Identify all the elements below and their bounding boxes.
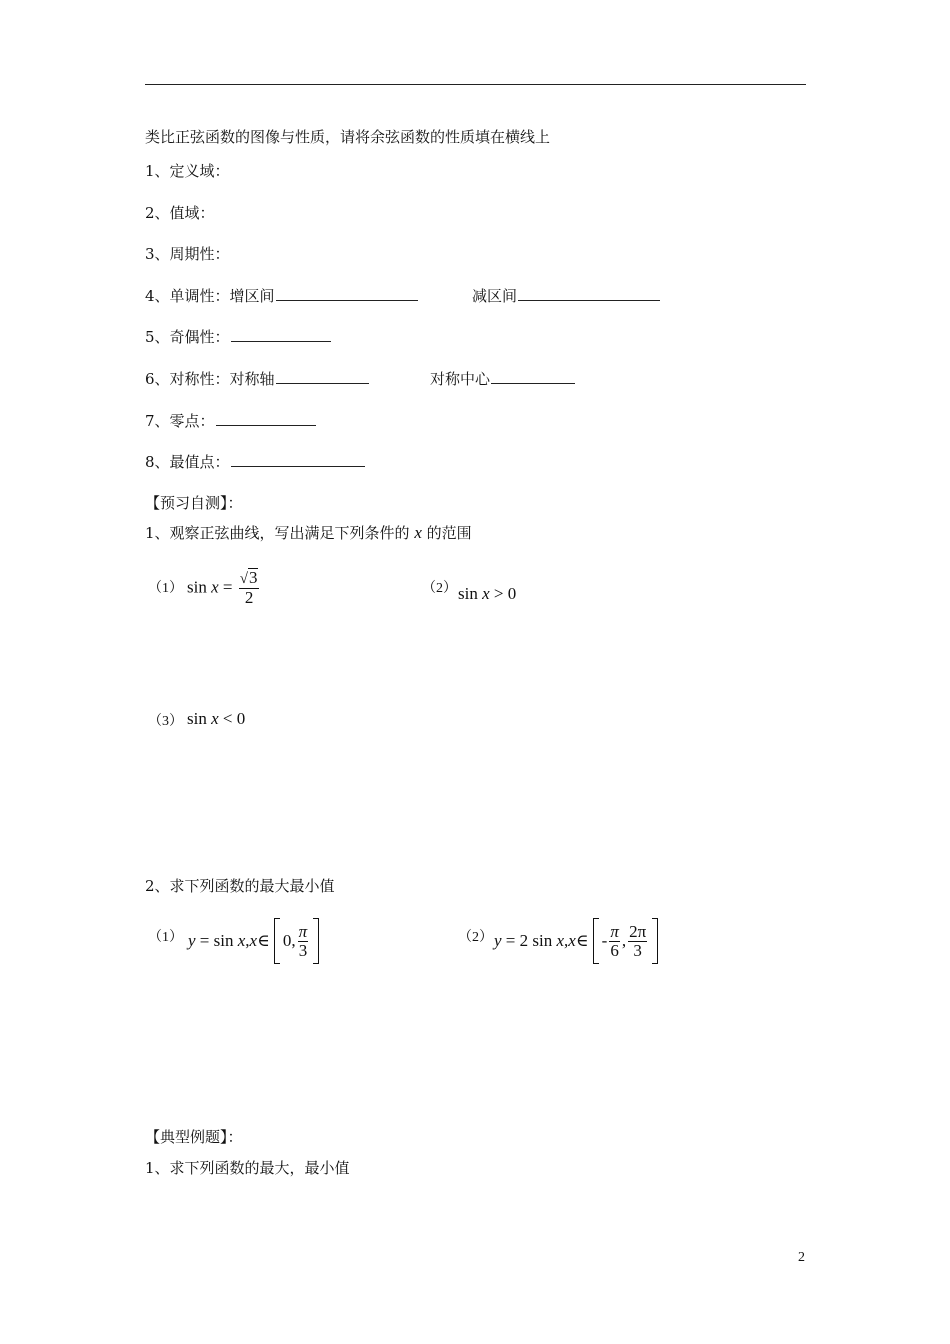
equation-4 [188, 918, 319, 964]
eq4-denominator: 3 [298, 940, 308, 960]
eq5-fraction-2 [628, 923, 647, 960]
eq5-x: x [556, 931, 565, 950]
prop-extrema [145, 452, 365, 472]
preview-q2: 2、求下列函数的最大最小值 [145, 877, 335, 895]
eq5-in: ∈ [575, 931, 589, 950]
eq5-x2: x [568, 931, 576, 950]
sub-label-q2-1: （1） [148, 930, 183, 945]
prop-monotonic [145, 286, 418, 306]
equation-5 [494, 918, 658, 964]
preview-q1-tail: 的范围 [426, 524, 472, 542]
prop-parity [145, 327, 331, 347]
blank-symmetry-center[interactable] [491, 369, 575, 384]
left-bracket-icon [593, 918, 599, 964]
eq5-numerator-2: 2π [629, 921, 647, 941]
prop-zeros [145, 411, 316, 431]
eq1-radicand: 3 [248, 568, 258, 587]
page-number: 2 [798, 1250, 805, 1265]
eq5-sin: sin [532, 931, 553, 950]
prop-period: 3、周期性： [145, 245, 230, 263]
prop-extrema-label: 8、最值点： [145, 453, 230, 471]
eq4-x: x [237, 931, 246, 950]
eq4-zero: 0 [282, 931, 292, 950]
preview-q1 [145, 523, 472, 543]
equation-3 [187, 709, 245, 729]
eq1-sin: sin [187, 577, 207, 597]
eq4-in: ∈ [257, 931, 270, 950]
blank-increase-interval[interactable] [276, 286, 418, 301]
preview-q1-var: x [414, 523, 422, 542]
sub-label-3: （3） [148, 714, 183, 729]
sub-label-1: （1） [148, 581, 183, 596]
eq4-comma: , [245, 931, 250, 950]
eq4-numerator: π [298, 921, 308, 941]
prop-parity-label: 5、奇偶性： [145, 328, 230, 346]
sqrt-icon: √ [239, 571, 248, 587]
eq5-y: y [494, 931, 502, 950]
eq1-numerator [239, 568, 260, 588]
eq2-sin: sin [458, 584, 478, 603]
eq1-equals: = [222, 577, 233, 597]
eq5-comma: , [564, 931, 569, 950]
eq1-fraction [239, 568, 260, 607]
eq3-lt: < [222, 709, 233, 728]
eq1-denominator: 2 [239, 588, 260, 607]
equation-2 [458, 584, 516, 604]
examples-q1: 1、求下列函数的最大，最小值 [145, 1159, 350, 1177]
eq2-x: x [482, 584, 490, 603]
left-bracket-icon [274, 918, 280, 964]
blank-parity[interactable] [231, 327, 331, 342]
eq1-x: x [211, 577, 219, 597]
header-rule [145, 84, 806, 85]
examples-heading: 【典型例题】： [145, 1128, 243, 1146]
preview-heading: 【预习自测】： [145, 494, 243, 512]
eq2-gt: > [493, 584, 504, 603]
blank-extrema[interactable] [231, 452, 365, 467]
blank-symmetry-axis[interactable] [276, 369, 369, 384]
prop-zeros-label: 7、零点： [145, 412, 215, 430]
equation-1 [187, 568, 261, 607]
eq3-x: x [211, 709, 219, 728]
right-bracket-icon [652, 918, 658, 964]
blank-zeros[interactable] [216, 411, 316, 426]
preview-q1-text: 1、观察正弦曲线，写出满足下列条件的 [145, 524, 410, 542]
eq4-equals: = [199, 931, 210, 950]
eq5-denominator-1: 6 [610, 940, 619, 960]
prop-monotonic-label: 4、单调性：增区间 [145, 287, 275, 305]
eq5-coef: 2 [519, 931, 529, 950]
eq5-comma2: , [621, 931, 627, 950]
eq4-comma2: , [291, 931, 296, 950]
sub-label-2: （2） [422, 581, 457, 596]
eq5-denominator-2: 3 [628, 941, 647, 960]
sub-label-q2-2: （2） [458, 930, 493, 945]
eq3-sin: sin [187, 709, 207, 728]
right-bracket-icon [313, 918, 319, 964]
eq5-fraction-1 [609, 923, 620, 960]
eq3-zero: 0 [236, 709, 246, 728]
prop-domain: 1、定义域： [145, 162, 230, 180]
prop-symmetry-center-label: 对称中心 [430, 370, 491, 388]
eq2-zero: 0 [507, 584, 517, 603]
prop-symmetry-center [430, 369, 575, 389]
prop-decrease-label: 减区间 [472, 287, 518, 305]
eq5-equals: = [505, 931, 516, 950]
blank-decrease-interval[interactable] [518, 286, 660, 301]
prop-symmetry-label: 6、对称性：对称轴 [145, 370, 275, 388]
prop-range: 2、值域： [145, 204, 215, 222]
eq4-x2: x [249, 931, 258, 950]
eq4-sin: sin [213, 931, 234, 950]
eq4-y: y [188, 931, 196, 950]
eq4-fraction [298, 923, 309, 960]
intro-text: 类比正弦函数的图像与性质，请将余弦函数的性质填在横线上 [145, 128, 551, 146]
prop-symmetry [145, 369, 369, 389]
prop-decrease [472, 286, 660, 306]
eq5-numerator-1: π [610, 921, 619, 941]
eq5-minus: - [601, 931, 608, 950]
